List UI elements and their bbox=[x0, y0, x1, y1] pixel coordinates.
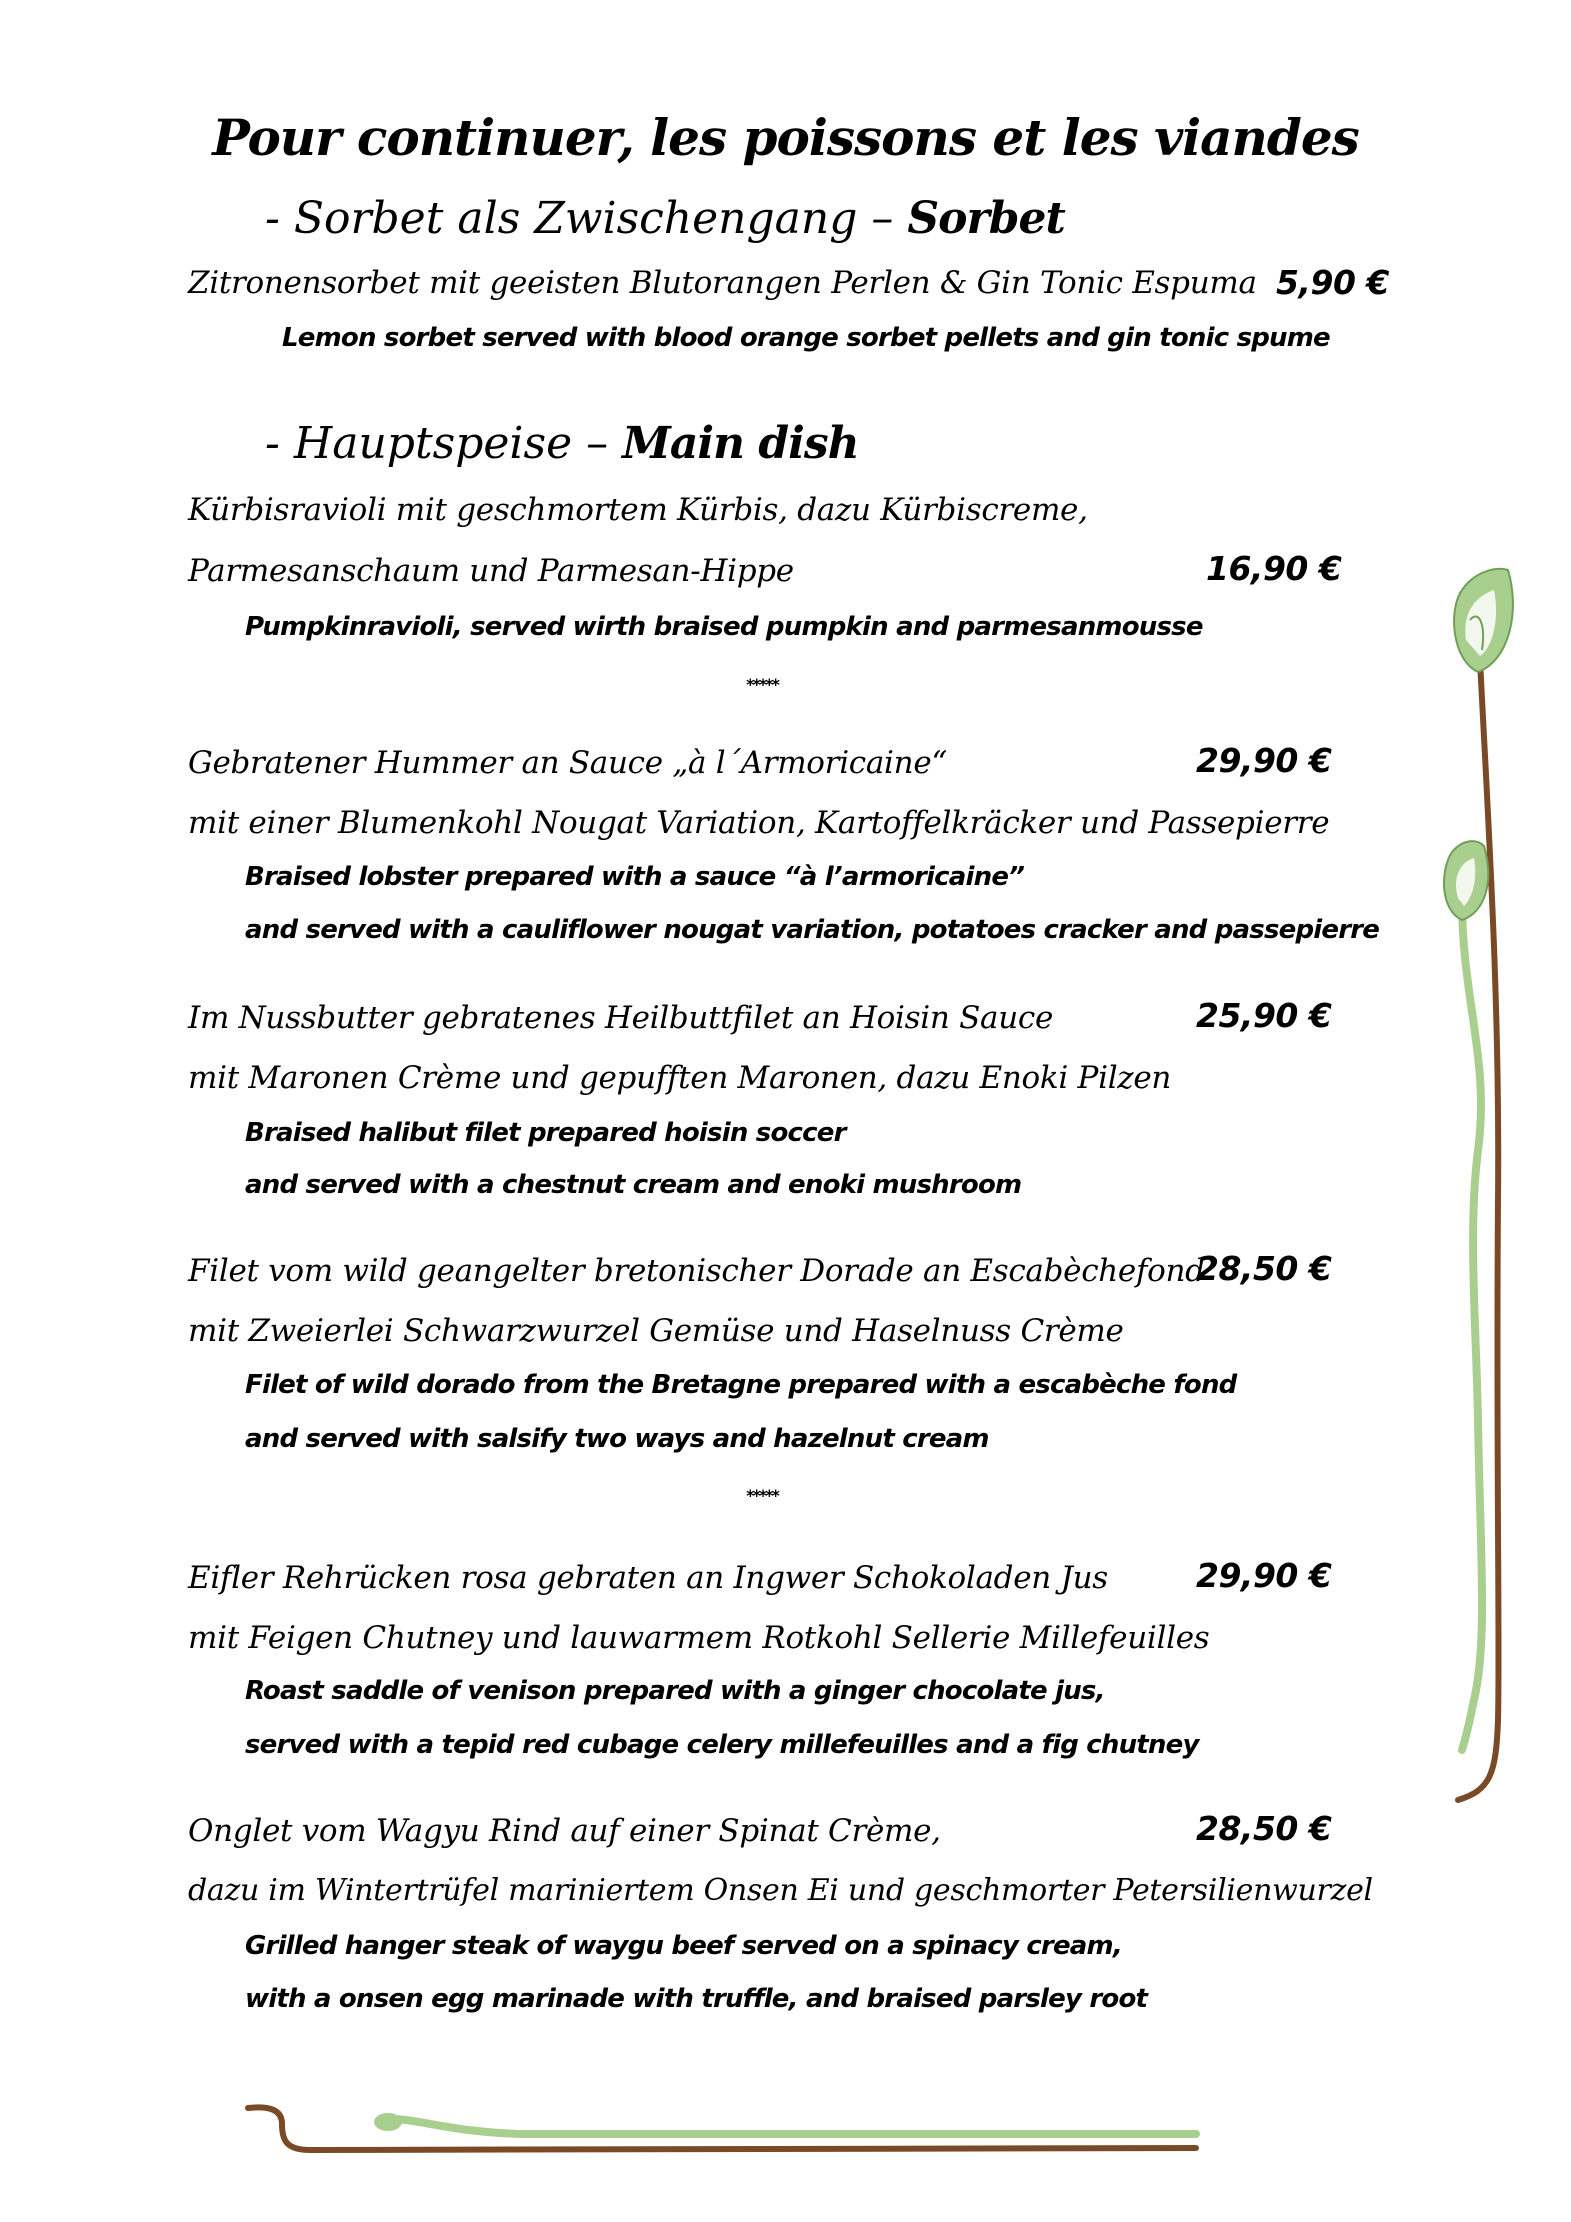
menu-item-6-de-line1: Onglet vom Wagyu Rind auf einer Spinat Crème, bbox=[188, 1813, 941, 1849]
main-dish-heading-en: Main dish bbox=[622, 418, 859, 469]
sorbet-price: 5,90 € bbox=[1276, 263, 1389, 302]
menu-item-2-en-line2: and served with a cauliflower nougat variation, potatoes cracker and passepierre bbox=[245, 915, 1380, 945]
sorbet-heading bbox=[265, 193, 1065, 244]
menu-item-4-de-line2: mit Zweierlei Schwarzwurzel Gemüse und Haselnuss Crème bbox=[188, 1313, 1124, 1349]
menu-item-3-en-line1: Braised halibut filet prepared hoisin soccer bbox=[245, 1118, 846, 1148]
menu-item-2-en-line1: Braised lobster prepared with a sauce “à l’armoricaine” bbox=[245, 862, 1025, 892]
sorbet-heading-en: Sorbet bbox=[907, 193, 1065, 244]
menu-item-1-de-line1: Kürbisravioli mit geschmortem Kürbis, dazu Kürbiscreme, bbox=[188, 492, 1088, 528]
menu-item-3-de-line1: Im Nussbutter gebratenes Heilbuttfilet an Hoisin Sauce bbox=[188, 1000, 1053, 1036]
sorbet-heading-de: - Sorbet als Zwischengang – bbox=[265, 193, 894, 244]
upper-bud-icon bbox=[1454, 569, 1513, 672]
main-dish-heading-de: - Hauptspeise – bbox=[265, 418, 609, 469]
right-green-stem-icon bbox=[1462, 900, 1482, 1750]
menu-item-2-price: 29,90 € bbox=[1196, 741, 1332, 780]
page-title: Pour continuer, les poissons et les viandes bbox=[212, 108, 1359, 167]
sorbet-description-de: Zitronensorbet mit geeisten Blutorangen Perlen & Gin Tonic Espuma bbox=[188, 265, 1257, 301]
menu-item-1-en-line1: Pumpkinravioli, served wirth braised pumpkin and parmesanmousse bbox=[245, 612, 1203, 642]
bottom-green-stem-icon bbox=[380, 2119, 1196, 2134]
menu-item-3-price: 25,90 € bbox=[1196, 996, 1332, 1035]
menu-item-4-en-line1: Filet of wild dorado from the Bretagne prepared with a escabèche fond bbox=[245, 1370, 1237, 1400]
menu-item-3-de-line2: mit Maronen Crème und gepufften Maronen, dazu Enoki Pilzen bbox=[188, 1060, 1172, 1096]
menu-item-3-en-line2: and served with a chestnut cream and enoki mushroom bbox=[245, 1170, 1022, 1200]
menu-item-4-price: 28,50 € bbox=[1196, 1249, 1332, 1288]
menu-item-5-en-line2: served with a tepid red cubage celery millefeuilles and a fig chutney bbox=[245, 1730, 1199, 1760]
menu-item-6-en-line1: Grilled hanger steak of waygu beef served on a spinacy cream, bbox=[245, 1931, 1122, 1961]
menu-item-5-de-line2: mit Feigen Chutney und lauwarmem Rotkohl Sellerie Millefeuilles bbox=[188, 1620, 1210, 1656]
menu-item-5-de-line1: Eifler Rehrücken rosa gebraten an Ingwer Schokoladen Jus bbox=[188, 1560, 1108, 1596]
separator-2: ***** bbox=[746, 1486, 778, 1505]
menu-item-2-de-line1: Gebratener Hummer an Sauce „à l´Armoricaine“ bbox=[188, 745, 947, 781]
lower-bud-icon bbox=[1444, 841, 1488, 920]
menu-item-2-de-line2: mit einer Blumenkohl Nougat Variation, Kartoffelkräcker und Passepierre bbox=[188, 805, 1330, 841]
main-dish-heading bbox=[265, 418, 859, 469]
separator-1: ***** bbox=[746, 675, 778, 694]
menu-item-5-en-line1: Roast saddle of venison prepared with a ginger chocolate jus, bbox=[245, 1676, 1105, 1706]
menu-item-4-de-line1: Filet vom wild geangelter bretonischer Dorade an Escabèchefond bbox=[188, 1253, 1205, 1289]
menu-item-6-price: 28,50 € bbox=[1196, 1809, 1332, 1848]
bottom-leaf-icon bbox=[374, 2113, 402, 2131]
menu-item-6-de-line2: dazu im Wintertrüfel mariniertem Onsen Ei und geschmorter Petersilienwurzel bbox=[188, 1873, 1373, 1908]
menu-item-1-de-line2: Parmesanschaum und Parmesan-Hippe bbox=[188, 553, 794, 589]
menu-item-5-price: 29,90 € bbox=[1196, 1556, 1332, 1595]
sorbet-description-en: Lemon sorbet served with blood orange sorbet pellets and gin tonic spume bbox=[282, 323, 1330, 353]
menu-item-6-en-line2: with a onsen egg marinade with truffle, and braised parsley root bbox=[245, 1984, 1148, 2014]
menu-item-1-price: 16,90 € bbox=[1206, 549, 1342, 588]
menu-item-4-en-line2: and served with salsify two ways and hazelnut cream bbox=[245, 1424, 989, 1454]
